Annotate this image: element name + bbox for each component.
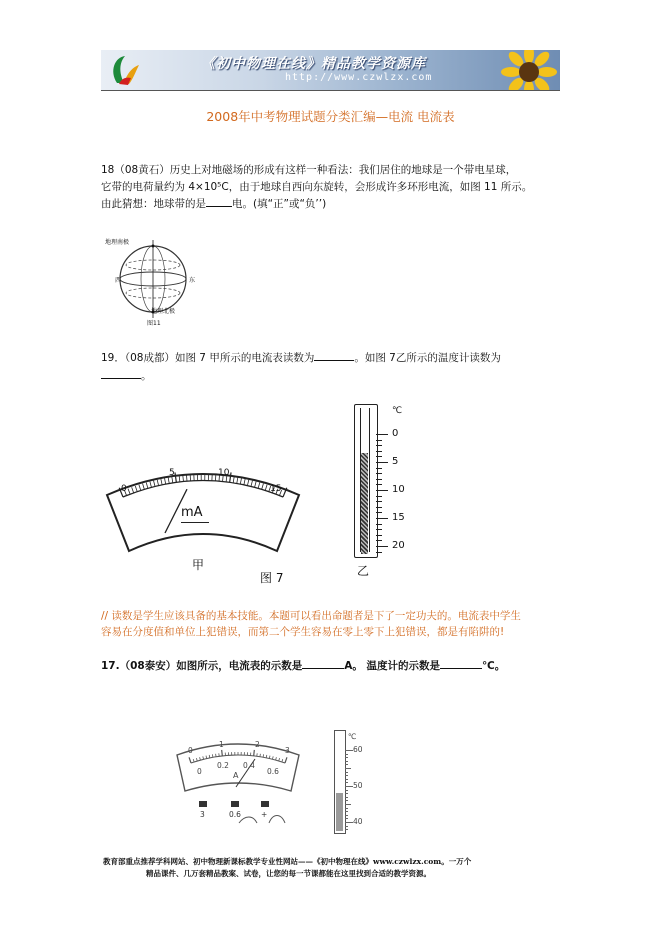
note-line2: 容易在分度值和单位上犯错误，而第二个学生容易在零上零下上犯错误，都是有陷阱的! xyxy=(101,626,505,638)
thermometer-a-tick-50: 50 xyxy=(353,781,363,790)
ammeter-b-top-2: 2 xyxy=(255,740,260,749)
thermometer-b-unit: ℃ xyxy=(392,406,403,416)
thermometer-a-scale-tick xyxy=(345,826,348,827)
footer-line1: 教育部重点推荐学科网站、初中物理新课标教学专业性网站——《初中物理在线》www.czwlzx.com。一万个 xyxy=(103,857,472,866)
q18-line3-start: 由此猜想：地球带的是 xyxy=(101,198,206,210)
north-pole-label: 地理南极 xyxy=(105,239,130,246)
thermometer-b-scale-tick xyxy=(376,484,382,485)
thermometer-b-tick-20: 20 xyxy=(392,540,405,551)
west-label: 西 xyxy=(115,277,122,284)
ammeter-b-bottom-1: 0.2 xyxy=(217,761,229,770)
thermometer-b-scale-tick xyxy=(376,552,382,553)
q19-line1-mid: 。如图 7乙所示的温度计读数为 xyxy=(354,352,501,364)
thermometer-a-scale-tick xyxy=(345,775,348,776)
figure-7-caption: 图 7 xyxy=(260,571,284,585)
thermometer-b-scale-tick xyxy=(376,518,388,519)
thermometer-b-scale-tick xyxy=(376,512,382,513)
q19-line1 xyxy=(101,350,501,367)
thermometer-b-tick-15: 15 xyxy=(392,512,405,523)
q19-line2 xyxy=(101,368,152,385)
q18-answer-blank[interactable] xyxy=(206,196,232,207)
ammeter-a-figure xyxy=(103,455,303,555)
scale-tick xyxy=(263,754,264,757)
thermometer-b-scale-tick xyxy=(376,473,382,474)
label-jia: 甲 xyxy=(192,558,205,572)
thermometer-a-scale-tick xyxy=(345,829,348,830)
q19-thermometer-blank[interactable] xyxy=(101,368,141,379)
thermometer-b-scale-tick xyxy=(376,434,388,435)
thermometer-b-scale-tick xyxy=(376,540,382,541)
east-label: 东 xyxy=(189,277,196,284)
ammeter-b-unit: A xyxy=(233,771,239,780)
thermometer-a-scale-tick xyxy=(345,815,348,816)
thermometer-a-tick-40: 40 xyxy=(353,817,363,826)
ammeter-a-unit: mA xyxy=(181,505,203,520)
earth-figure xyxy=(103,234,213,330)
scale-tick xyxy=(254,750,255,756)
q18-line3 xyxy=(101,196,326,213)
thermometer-b-scale-tick xyxy=(376,440,382,441)
site-logo-icon xyxy=(107,53,141,87)
footer-line2: 精品课件、几万套精品教案、试卷，让您的每一节课都能在这里找到合适的教学资源。 xyxy=(146,869,431,878)
q17-text xyxy=(101,658,505,675)
thermometer-a-scale-tick xyxy=(345,782,348,783)
document-title: 2008年中考物理试题分类汇编—电流 电流表 xyxy=(206,109,455,124)
thermometer-a-scale-tick xyxy=(345,750,353,751)
ammeter-a-dial xyxy=(103,455,303,555)
ammeter-a-tick-15: 15 xyxy=(270,484,282,494)
thermometer-b-liquid xyxy=(361,453,368,554)
thermometer-a-figure xyxy=(330,730,380,834)
ammeter-b-top-1: 1 xyxy=(219,740,224,749)
q17-ammeter-blank[interactable] xyxy=(302,658,344,669)
ammeter-a-tick-10: 10 xyxy=(218,468,230,478)
thermometer-b-scale-tick xyxy=(376,445,382,446)
q19-ammeter-blank[interactable] xyxy=(314,350,354,361)
sunflower-icon xyxy=(499,50,560,91)
thermometer-a-scale-tick xyxy=(345,793,348,794)
thermometer-b-scale-tick xyxy=(376,529,382,530)
ammeter-a-tick-0: 0 xyxy=(121,484,127,494)
thermometer-b-scale-tick xyxy=(376,490,388,491)
thermometer-a-scale-tick xyxy=(345,800,348,801)
thermometer-a-scale-tick xyxy=(345,754,348,755)
q19-line1-start: 19．（08成都）如图 7 甲所示的电流表读数为 xyxy=(101,352,315,364)
q18-line2: 它带的电荷量约为 4×10⁵C，由于地球自西向东旋转，会形成许多环形电流，如图 11 所示。 xyxy=(101,181,533,193)
q17-text-start: 17.（08泰安）如图所示，电流表的示数是 xyxy=(101,660,303,672)
thermometer-a-scale-tick xyxy=(345,797,348,798)
banner-url[interactable]: http://www.czwlzx.com xyxy=(285,72,433,83)
thermometer-a-scale-tick xyxy=(345,772,348,773)
thermometer-a-scale-tick xyxy=(345,768,351,769)
thermometer-b-tick-5: 5 xyxy=(392,456,399,467)
thermometer-a-scale-tick xyxy=(345,790,348,791)
thermometer-b-scale-tick xyxy=(376,524,382,525)
thermometer-b-scale-tick xyxy=(376,496,382,497)
q18-line1: 18（08黄石）历史上对地磁场的形成有这样一种看法：我们居住的地球是一个带电星球， xyxy=(101,164,517,176)
figure-11-caption: 图11 xyxy=(147,320,161,327)
thermometer-b-scale-tick xyxy=(376,468,382,469)
q17-text-end: ℃。 xyxy=(482,660,506,672)
thermometer-b-scale-tick xyxy=(376,462,388,463)
thermometer-a-scale-tick xyxy=(345,808,348,809)
label-yi: 乙 xyxy=(357,564,370,578)
q17-thermometer-blank[interactable] xyxy=(440,658,482,669)
thermometer-b-scale-tick xyxy=(376,546,388,547)
note-line1: // 读数是学生应该具备的基本技能。本题可以看出命题者是下了一定功夫的。电流表中学生 xyxy=(101,610,521,622)
banner-title: 《初中物理在线》精品教学资源库 xyxy=(201,56,426,72)
scale-tick xyxy=(222,750,223,756)
thermometer-a-unit: ℃ xyxy=(348,732,357,741)
ammeter-a-unit-line xyxy=(181,522,209,523)
thermometer-b-scale-tick xyxy=(376,501,382,502)
thermometer-b-scale-tick xyxy=(376,456,382,457)
thermometer-b-scale-tick xyxy=(376,535,382,536)
thermometer-b-scale-tick xyxy=(376,451,382,452)
terminal-3-label: 3 xyxy=(200,810,205,819)
thermometer-a-scale-tick xyxy=(345,757,348,758)
ammeter-b-bottom-2: 0.4 xyxy=(243,761,255,770)
thermometer-b-scale-tick xyxy=(376,507,382,508)
ammeter-b-figure xyxy=(173,737,303,827)
ammeter-a-tick-5: 5 xyxy=(169,468,175,478)
south-pole-label: 地理北极 xyxy=(151,308,176,315)
thermometer-b-figure xyxy=(348,404,428,564)
header-banner xyxy=(101,50,560,91)
thermometer-a-scale-tick xyxy=(345,811,348,812)
thermometer-b-scale-tick xyxy=(376,479,382,480)
scale-tick xyxy=(212,754,213,757)
thermometer-a-liquid xyxy=(336,793,343,831)
thermometer-a-scale-tick xyxy=(345,804,351,805)
q18-line3-end: 电。(填“正”或“负’’) xyxy=(232,198,327,210)
q19-line2-end: 。 xyxy=(141,370,152,382)
q17-text-mid: A。 温度计的示数是 xyxy=(344,660,441,672)
thermometer-b-tick-0: 0 xyxy=(392,428,399,439)
thermometer-a-scale-tick xyxy=(345,822,353,823)
terminal-plus-label: + xyxy=(261,810,268,819)
thermometer-a-scale-tick xyxy=(345,761,348,762)
ammeter-b-top-0: 0 xyxy=(188,746,193,755)
thermometer-a-scale-tick xyxy=(345,786,353,787)
thermometer-a-scale-tick xyxy=(345,764,348,765)
thermometer-a-scale-tick xyxy=(345,818,348,819)
ammeter-b-bottom-3: 0.6 xyxy=(267,767,279,776)
thermometer-b-tick-10: 10 xyxy=(392,484,405,495)
thermometer-a-scale-tick xyxy=(345,779,348,780)
ammeter-b-bottom-0: 0 xyxy=(197,767,202,776)
thermometer-a-tick-60: 60 xyxy=(353,745,363,754)
terminal-0.6-label: 0.6 xyxy=(229,810,241,819)
ammeter-b-top-3: 3 xyxy=(285,746,290,755)
